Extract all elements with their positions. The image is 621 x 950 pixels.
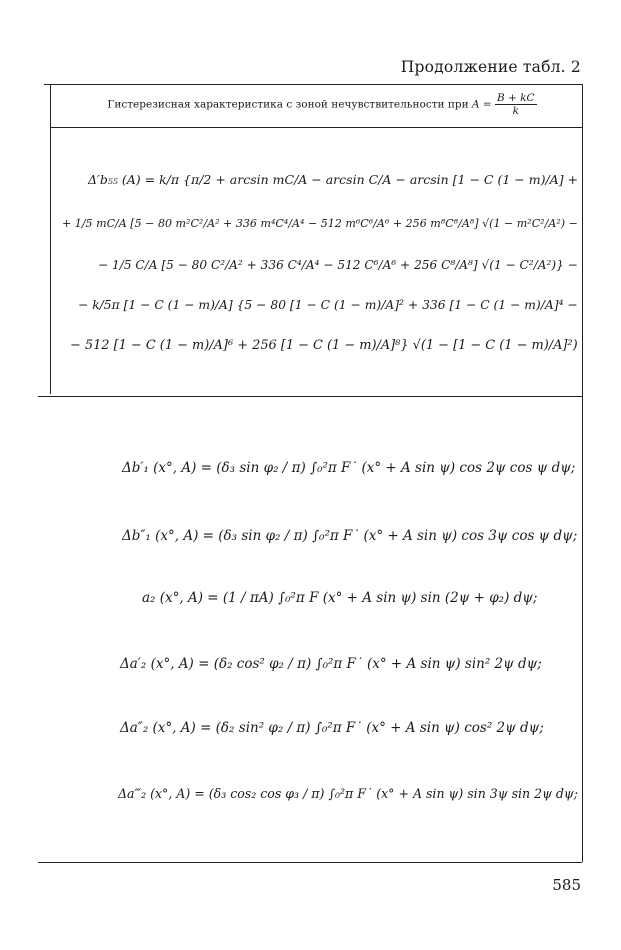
formula-db1-double-prime: Δb″₁ (x°, A) = (δ₃ sin φ₂ / π) ∫₀²π F˙ (x° + A sin ψ) cos 3ψ cos ψ dψ;: [122, 528, 578, 544]
table-mid-rule: [38, 396, 582, 397]
table-formula-line-1: Δ′b₅₅ (A) = k/π {π/2 + arcsin mC/A − arcsin C/A − arcsin [1 − C (1 − m)/A] +: [88, 172, 579, 187]
table-formula-line-2: + 1/5 mC/A [5 − 80 m²C²/A² + 336 m⁴C⁴/A⁴ − 512 m⁶C⁶/A⁶ + 256 m⁸C⁸/A⁸] √(1 − m²C²/A²) −: [62, 217, 578, 230]
table-bottom-rule: [38, 862, 582, 863]
condition-lhs: A =: [471, 98, 492, 111]
condition-denominator: k: [512, 105, 519, 117]
formula-a2: a₂ (x°, A) = (1 / πA) ∫₀²π F (x° + A sin ψ) sin (2ψ + φ₂) dψ;: [142, 590, 538, 606]
table-formula-line-5: − 512 [1 − C (1 − m)/A]⁶ + 256 [1 − C (1 − m)/A]⁸} √(1 − [1 − C (1 − m)/A]²): [70, 338, 578, 353]
continuation-label: Продолжение табл. 2: [400, 58, 581, 76]
formula-da2-triple-prime: Δa‴₂ (x°, A) = (δ₃ cos₂ cos φ₃ / π) ∫₀²π F˙ (x° + A sin ψ) sin 3ψ sin 2ψ dψ;: [118, 786, 578, 801]
table-right-rule: [582, 84, 583, 862]
formula-da2-prime: Δa′₂ (x°, A) = (δ₂ cos² φ₂ / π) ∫₀²π F˙ (x° + A sin ψ) sin² 2ψ dψ;: [120, 656, 542, 672]
condition-numerator: B + kC: [496, 92, 535, 104]
row-caption-text: Гистерезисная характеристика с зоной нечувствительности при: [107, 98, 469, 111]
table-left-rule: [50, 84, 51, 394]
table-formula-line-3: − 1/5 C/A [5 − 80 C²/A² + 336 C⁴/A⁴ − 512 C⁶/A⁶ + 256 C⁸/A⁸] √(1 − C²/A²)} −: [98, 258, 578, 272]
page-number: 585: [552, 876, 581, 894]
condition-fraction: [495, 92, 537, 117]
table-top-rule: [44, 84, 582, 85]
table-formula-line-4: − k/5π [1 − C (1 − m)/A] {5 − 80 [1 − C (1 − m)/A]² + 336 [1 − C (1 − m)/A]⁴ −: [78, 298, 578, 312]
formula-db1-prime: Δb′₁ (x°, A) = (δ₃ sin φ₂ / π) ∫₀²π F˙ (x° + A sin ψ) cos 2ψ cos ψ dψ;: [122, 460, 576, 476]
row-caption: [62, 92, 582, 117]
formula-da2-double-prime: Δa″₂ (x°, A) = (δ₂ sin² φ₂ / π) ∫₀²π F˙ (x° + A sin ψ) cos² 2ψ dψ;: [120, 720, 544, 736]
table-header-rule: [50, 127, 582, 128]
